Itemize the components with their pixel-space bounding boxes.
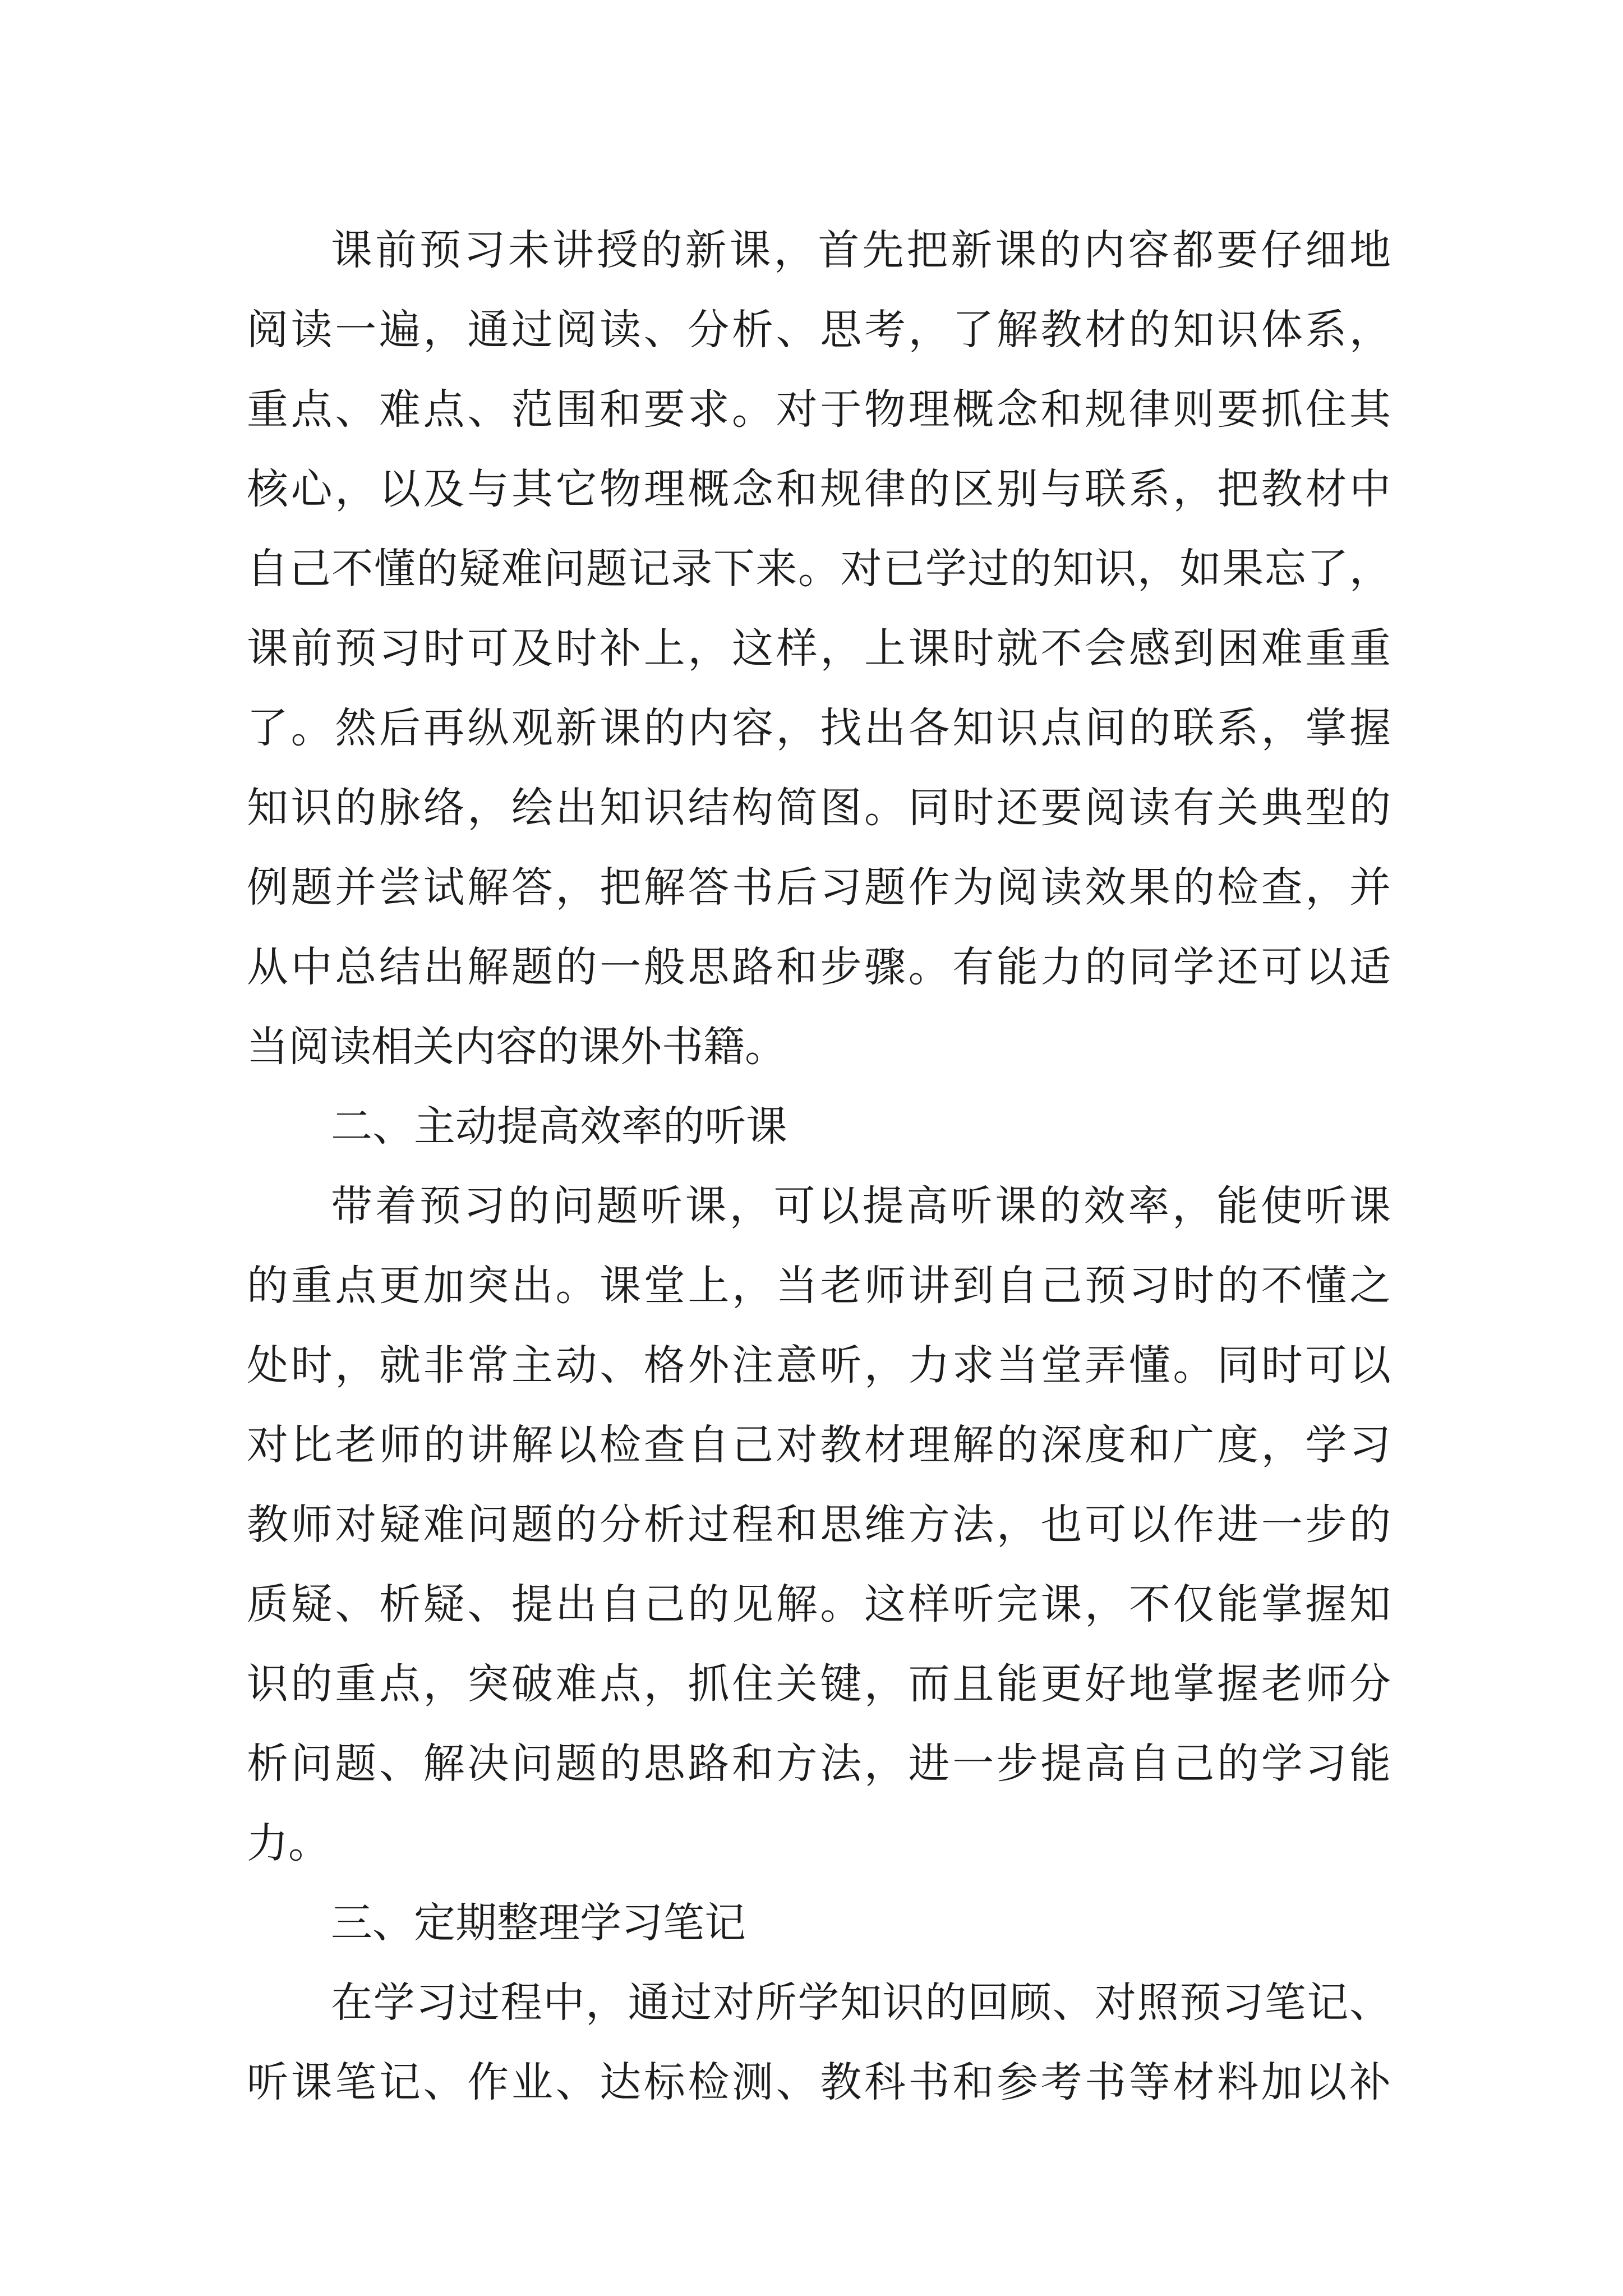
text-line: 当阅读相关内容的课外书籍。 xyxy=(247,1023,786,1071)
text-line: 识的重点，突破难点，抓住关键，而且能更好地掌握老师分 xyxy=(247,1660,1391,1708)
text-line: 的重点更加突出。课堂上，当老师讲到自己预习时的不懂之 xyxy=(247,1262,1391,1310)
text-line: 力。 xyxy=(247,1819,330,1867)
text-line: 质疑、析疑、提出自己的见解。这样听完课，不仅能掌握知 xyxy=(247,1580,1391,1628)
text-line: 课前预习未讲授的新课，首先把新课的内容都要仔细地 xyxy=(331,226,1391,274)
text-line: 对比老师的讲解以检查自己对教材理解的深度和广度，学习 xyxy=(247,1421,1391,1469)
text-line: 教师对疑难问题的分析过程和思维方法，也可以作进一步的 xyxy=(247,1501,1391,1549)
text-line: 听课笔记、作业、达标检测、教科书和参考书等材料加以补 xyxy=(247,2058,1391,2106)
section-heading: 二、主动提高效率的听课 xyxy=(331,1102,787,1151)
text-line: 带着预习的问题听课，可以提高听课的效率，能使听课 xyxy=(331,1182,1391,1230)
text-line: 重点、难点、范围和要求。对于物理概念和规律则要抓住其 xyxy=(247,385,1391,434)
text-line: 自己不懂的疑难问题记录下来。对已学过的知识，如果忘了， xyxy=(247,545,1391,593)
text-line: 析问题、解决问题的思路和方法，进一步提高自己的学习能 xyxy=(247,1740,1391,1788)
body-text xyxy=(247,210,1391,2122)
text-line: 例题并尝试解答，把解答书后习题作为阅读效果的检查，并 xyxy=(247,863,1391,912)
text-line: 阅读一遍，通过阅读、分析、思考，了解教材的知识体系， xyxy=(247,306,1391,354)
text-line: 了。然后再纵观新课的内容，找出各知识点间的联系，掌握 xyxy=(247,704,1391,752)
text-line: 课前预习时可及时补上，这样，上课时就不会感到困难重重 xyxy=(247,624,1391,673)
text-line: 知识的脉络，绘出知识结构简图。同时还要阅读有关典型的 xyxy=(247,784,1391,832)
text-line: 处时，就非常主动、格外注意听，力求当堂弄懂。同时可以 xyxy=(247,1341,1391,1389)
text-line: 从中总结出解题的一般思路和步骤。有能力的同学还可以适 xyxy=(247,943,1391,991)
text-line: 核心，以及与其它物理概念和规律的区别与联系，把教材中 xyxy=(247,465,1391,513)
section-heading: 三、定期整理学习笔记 xyxy=(331,1899,746,1947)
text-line: 在学习过程中，通过对所学知识的回顾、对照预习笔记、 xyxy=(331,1978,1391,2027)
